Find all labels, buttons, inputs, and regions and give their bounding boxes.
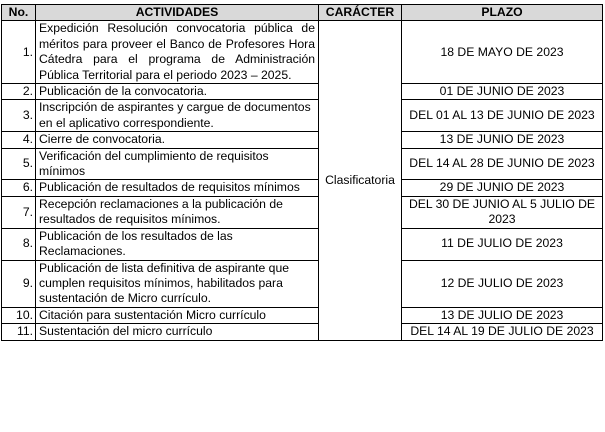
table-row: [2, 132, 603, 148]
activity-cell: Publicación de la convocatoria.: [36, 84, 319, 100]
plazo-cell: 18 DE MAYO DE 2023: [402, 21, 603, 84]
table-row: [2, 324, 603, 340]
table-row: [2, 84, 603, 100]
plazo-cell: DEL 30 DE JUNIO AL 5 JULIO DE 2023: [402, 196, 603, 228]
table-row: [2, 21, 603, 84]
header-no: No.: [2, 5, 36, 21]
plazo-cell: DEL 01 AL 13 DE JUNIO DE 2023: [402, 100, 603, 132]
row-number: 8.: [2, 228, 36, 260]
plazo-cell: DEL 14 AL 28 DE JUNIO DE 2023: [402, 148, 603, 180]
row-number: 5.: [2, 148, 36, 180]
header-caracter: CARÁCTER: [319, 5, 402, 21]
plazo-cell: 29 DE JUNIO DE 2023: [402, 180, 603, 196]
table-row: [2, 228, 603, 260]
activity-cell: Expedición Resolución convocatoria pública de méritos para proveer el Banco de Profesores Hora Cátedra para el programa de Administración Pública Territorial para el periodo 2023 – 2025.: [36, 21, 319, 84]
plazo-cell: 13 DE JULIO DE 2023: [402, 307, 603, 323]
plazo-cell: 11 DE JULIO DE 2023: [402, 228, 603, 260]
schedule-table: [1, 4, 603, 341]
activity-cell: Cierre de convocatoria.: [36, 132, 319, 148]
row-number: 2.: [2, 84, 36, 100]
header-actividades: ACTIVIDADES: [36, 5, 319, 21]
row-number: 9.: [2, 260, 36, 307]
plazo-cell: 01 DE JUNIO DE 2023: [402, 84, 603, 100]
header-row: [2, 5, 603, 21]
activity-cell: Publicación de lista definitiva de aspirante que cumplen requisitos mínimos, habilitados para sustentación de Micro currículo.: [36, 260, 319, 307]
activity-cell: Inscripción de aspirantes y cargue de documentos en el aplicativo correspondiente.: [36, 100, 319, 132]
activity-cell: Sustentación del micro currículo: [36, 324, 319, 340]
table-row: [2, 180, 603, 196]
activity-cell: Verificación del cumplimiento de requisitos mínimos: [36, 148, 319, 180]
row-number: 3.: [2, 100, 36, 132]
table-row: [2, 148, 603, 180]
activity-cell: Publicación de los resultados de las Reclamaciones.: [36, 228, 319, 260]
row-number: 4.: [2, 132, 36, 148]
activity-cell: Publicación de resultados de requisitos mínimos: [36, 180, 319, 196]
table-row: [2, 260, 603, 307]
caracter-cell: Clasificatoria: [319, 21, 402, 340]
row-number: 7.: [2, 196, 36, 228]
row-number: 11.: [2, 324, 36, 340]
plazo-cell: 12 DE JULIO DE 2023: [402, 260, 603, 307]
plazo-cell: 13 DE JUNIO DE 2023: [402, 132, 603, 148]
row-number: 1.: [2, 21, 36, 84]
plazo-cell: DEL 14 AL 19 DE JULIO DE 2023: [402, 324, 603, 340]
table-row: [2, 196, 603, 228]
table-row: [2, 100, 603, 132]
header-plazo: PLAZO: [402, 5, 603, 21]
activity-cell: Recepción reclamaciones a la publicación de resultados de requisitos mínimos.: [36, 196, 319, 228]
table-row: [2, 307, 603, 323]
row-number: 10.: [2, 307, 36, 323]
row-number: 6.: [2, 180, 36, 196]
activity-cell: Citación para sustentación Micro currículo: [36, 307, 319, 323]
